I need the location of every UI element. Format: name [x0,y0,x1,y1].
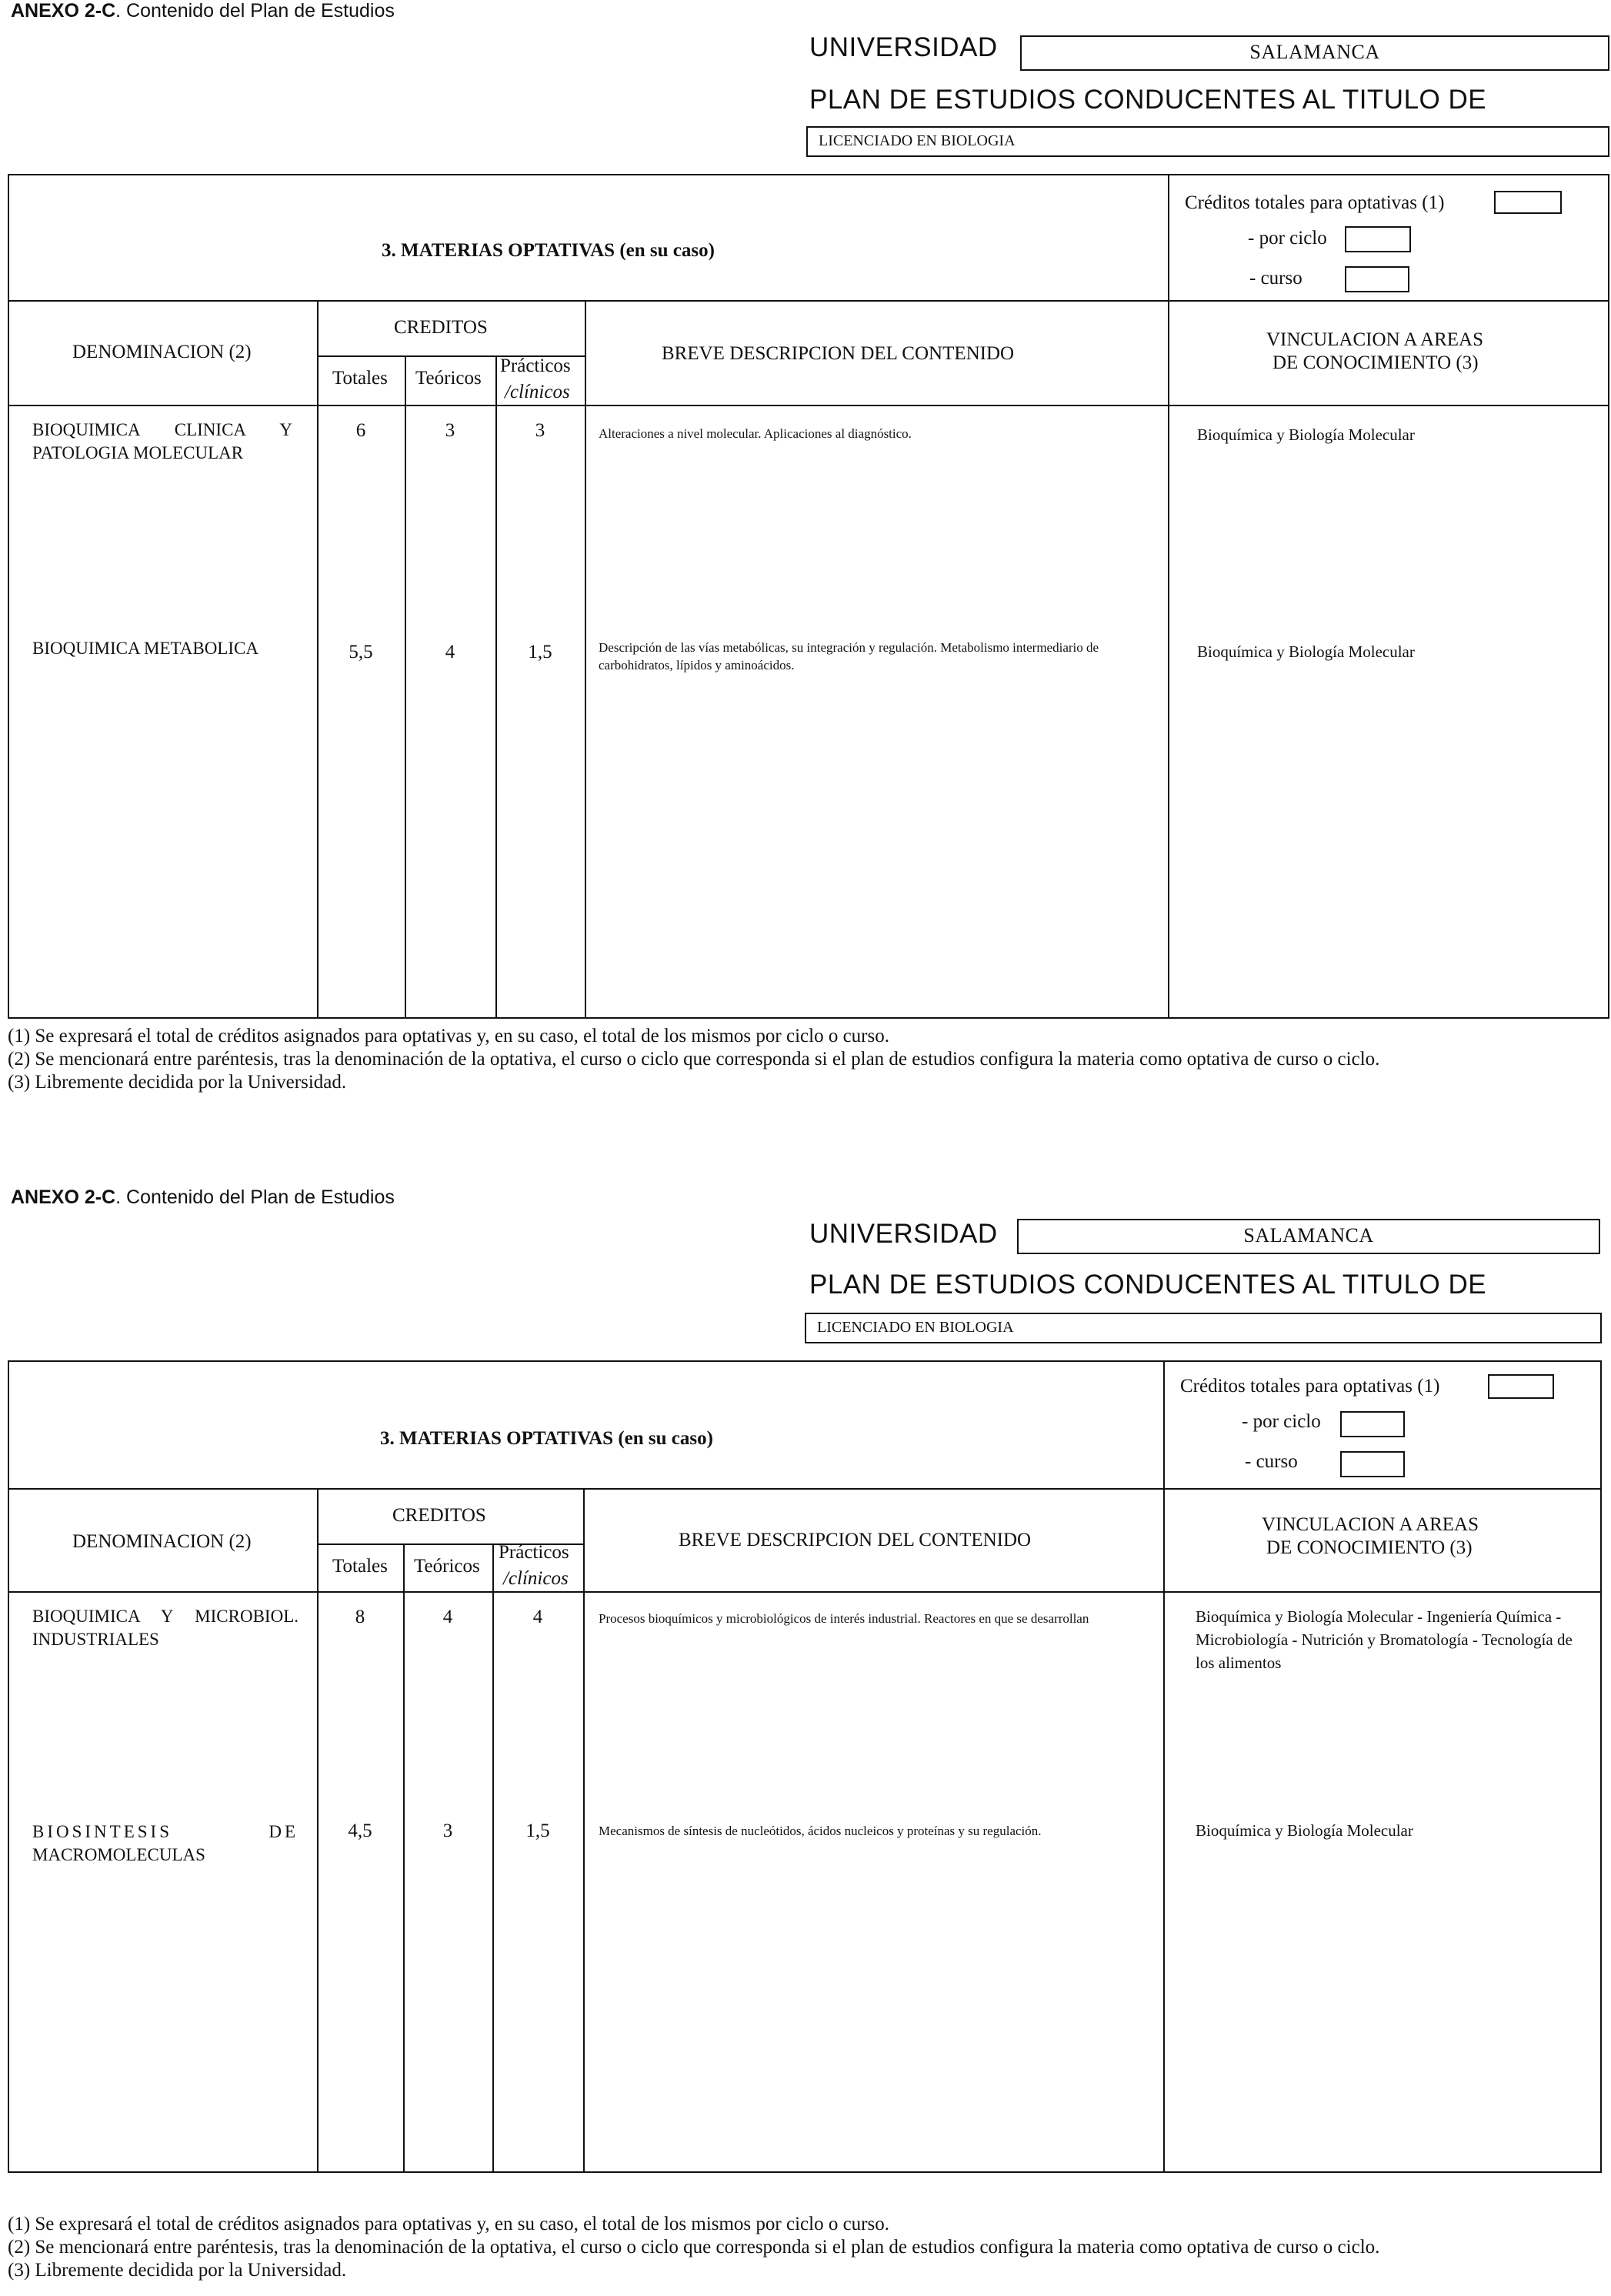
section-title: 3. MATERIAS OPTATIVAS (en su caso) [382,240,715,261]
por-ciclo-label: - por ciclo [1248,228,1327,249]
anexo-bold: ANEXO 2-C [11,1186,116,1208]
vinculacion-header: DE CONOCIMIENTO (3) [1266,1537,1473,1558]
table-divider [403,1543,405,2173]
table-divider [583,1488,585,2173]
table-divider [405,355,406,1019]
creditos-totales-field[interactable] [1488,1374,1554,1399]
curso-label: - curso [1245,1451,1298,1472]
row-teoricos: 4 [445,642,455,662]
vinculacion-header: VINCULACION A AREAS [1266,329,1483,350]
plan-label: PLAN DE ESTUDIOS CONDUCENTES AL TITULO DE [809,85,1487,115]
table-divider [8,1591,1602,1593]
anexo-bold: ANEXO 2-C [11,0,116,22]
totales-header: Totales [332,368,388,389]
row-descripcion: Procesos bioquímicos y microbiológicos de interés industrial. Reactores en que se desarrollan [599,1611,1089,1626]
footnote: (1) Se expresará el total de créditos asignados para optativas y, en su caso, el total de los mismos por ciclo o curso. [8,1026,889,1046]
row-totales: 5,5 [349,642,373,662]
row-areas: Bioquímica y Biología Molecular [1197,642,1415,661]
por-ciclo-field[interactable] [1345,226,1411,252]
anexo-heading [11,0,395,22]
section-title: 3. MATERIAS OPTATIVAS (en su caso) [380,1428,713,1449]
table-divider [8,405,1609,406]
totales-header: Totales [332,1556,388,1577]
clinicos-header: /clínicos [505,382,570,402]
row-totales: 6 [355,420,366,441]
footnote: (3) Libremente decidida por la Universidad. [8,2260,347,2281]
table-divider [585,300,586,1019]
anexo-rest: . Contenido del Plan de Estudios [115,0,395,22]
creditos-header: CREDITOS [392,1505,486,1526]
row-totales: 4,5 [348,1820,372,1841]
row-practicos: 1,5 [528,642,552,662]
creditos-totales-field[interactable] [1494,191,1562,214]
universidad-label: UNIVERSIDAD [809,32,998,62]
curso-label: - curso [1249,268,1302,289]
table-divider [8,300,1609,302]
row-name: BIOSINTESIS DE [32,1822,299,1841]
row-name: PATOLOGIA MOLECULAR [32,443,244,462]
universidad-value-box [1017,1219,1600,1254]
descripcion-header: BREVE DESCRIPCION DEL CONTENIDO [679,1530,1032,1550]
denominacion-header: DENOMINACION (2) [72,342,252,362]
universidad-value-box [1020,35,1609,71]
creditos-totales-label: Créditos totales para optativas (1) [1185,192,1445,213]
creditos-header: CREDITOS [394,317,488,338]
row-areas: Bioquímica y Biología Molecular [1196,1821,1413,1840]
practicos-header: Prácticos [500,355,571,376]
universidad-value: SALAMANCA [1243,1224,1374,1246]
denominacion-header: DENOMINACION (2) [72,1531,252,1552]
table-divider [495,355,497,1019]
row-name: MACROMOLECULAS [32,1845,205,1864]
row-teoricos: 3 [445,420,455,441]
row-practicos: 3 [535,420,545,441]
descripcion-header: BREVE DESCRIPCION DEL CONTENIDO [662,343,1015,364]
table-divider [1163,1360,1165,2173]
titulo-value: LICENCIADO EN BIOLOGIA [819,132,1016,149]
creditos-totales-label: Créditos totales para optativas (1) [1180,1376,1440,1397]
row-teoricos: 4 [442,1607,453,1627]
footnote: (1) Se expresará el total de créditos asignados para optativas y, en su caso, el total de los mismos por ciclo o curso. [8,2214,889,2234]
row-practicos: 4 [532,1607,543,1627]
row-teoricos: 3 [442,1820,453,1841]
optativas-table [8,1360,1602,2173]
row-name: BIOQUIMICA CLINICA Y [32,420,292,439]
row-areas: Bioquímica y Biología Molecular - Ingeniería Química - Microbiología - Nutrición y Bromatología - Tecnología de los alimentos [1196,1607,1573,1672]
titulo-value-box [806,126,1609,157]
vinculacion-header: VINCULACION A AREAS [1262,1514,1479,1535]
row-name: BIOQUIMICA Y MICROBIOL. [32,1607,299,1626]
por-ciclo-label: - por ciclo [1242,1411,1321,1432]
table-divider [8,1488,1602,1490]
por-ciclo-field[interactable] [1340,1411,1405,1437]
titulo-value: LICENCIADO EN BIOLOGIA [817,1319,1014,1336]
table-divider [1168,174,1169,1019]
row-practicos: 1,5 [525,1820,550,1841]
row-name: BIOQUIMICA METABOLICA [32,639,258,658]
row-descripcion: Alteraciones a nivel molecular. Aplicaciones al diagnóstico. [599,426,912,441]
curso-field[interactable] [1340,1451,1405,1477]
plan-label: PLAN DE ESTUDIOS CONDUCENTES AL TITULO DE [809,1270,1487,1300]
anexo-rest: . Contenido del Plan de Estudios [115,1186,395,1208]
footnote: (2) Se mencionará entre paréntesis, tras la denominación de la optativa, el curso o ciclo que corresponda si el plan de estudios configura la materia como optativa de curso o ciclo. [8,2237,1380,2258]
row-descripcion: Descripción de las vías metabólicas, su integración y regulación. Metabolismo intermediario de carbohidratos, lípidos y aminoácidos. [599,640,1099,672]
row-areas: Bioquímica y Biología Molecular [1197,425,1415,444]
titulo-value-box [805,1313,1602,1343]
universidad-label: UNIVERSIDAD [809,1219,998,1249]
table-divider [492,1543,494,2173]
vinculacion-header: DE CONOCIMIENTO (3) [1272,352,1479,373]
footnote: (3) Libremente decidida por la Universidad. [8,1072,347,1093]
anexo-heading [11,1186,395,1209]
practicos-header: Prácticos [499,1542,569,1563]
clinicos-header: /clínicos [503,1568,569,1589]
row-totales: 8 [355,1607,365,1627]
teoricos-header: Teóricos [415,368,482,389]
curso-field[interactable] [1345,266,1409,292]
universidad-value: SALAMANCA [1249,41,1380,63]
footnote: (2) Se mencionará entre paréntesis, tras la denominación de la optativa, el curso o ciclo que corresponda si el plan de estudios configura la materia como optativa de curso o ciclo. [8,1049,1380,1070]
teoricos-header: Teóricos [414,1556,480,1577]
row-descripcion: Mecanismos de síntesis de nucleótidos, ácidos nucleicos y proteínas y su regulación. [599,1824,1042,1838]
row-name: INDUSTRIALES [32,1630,159,1649]
